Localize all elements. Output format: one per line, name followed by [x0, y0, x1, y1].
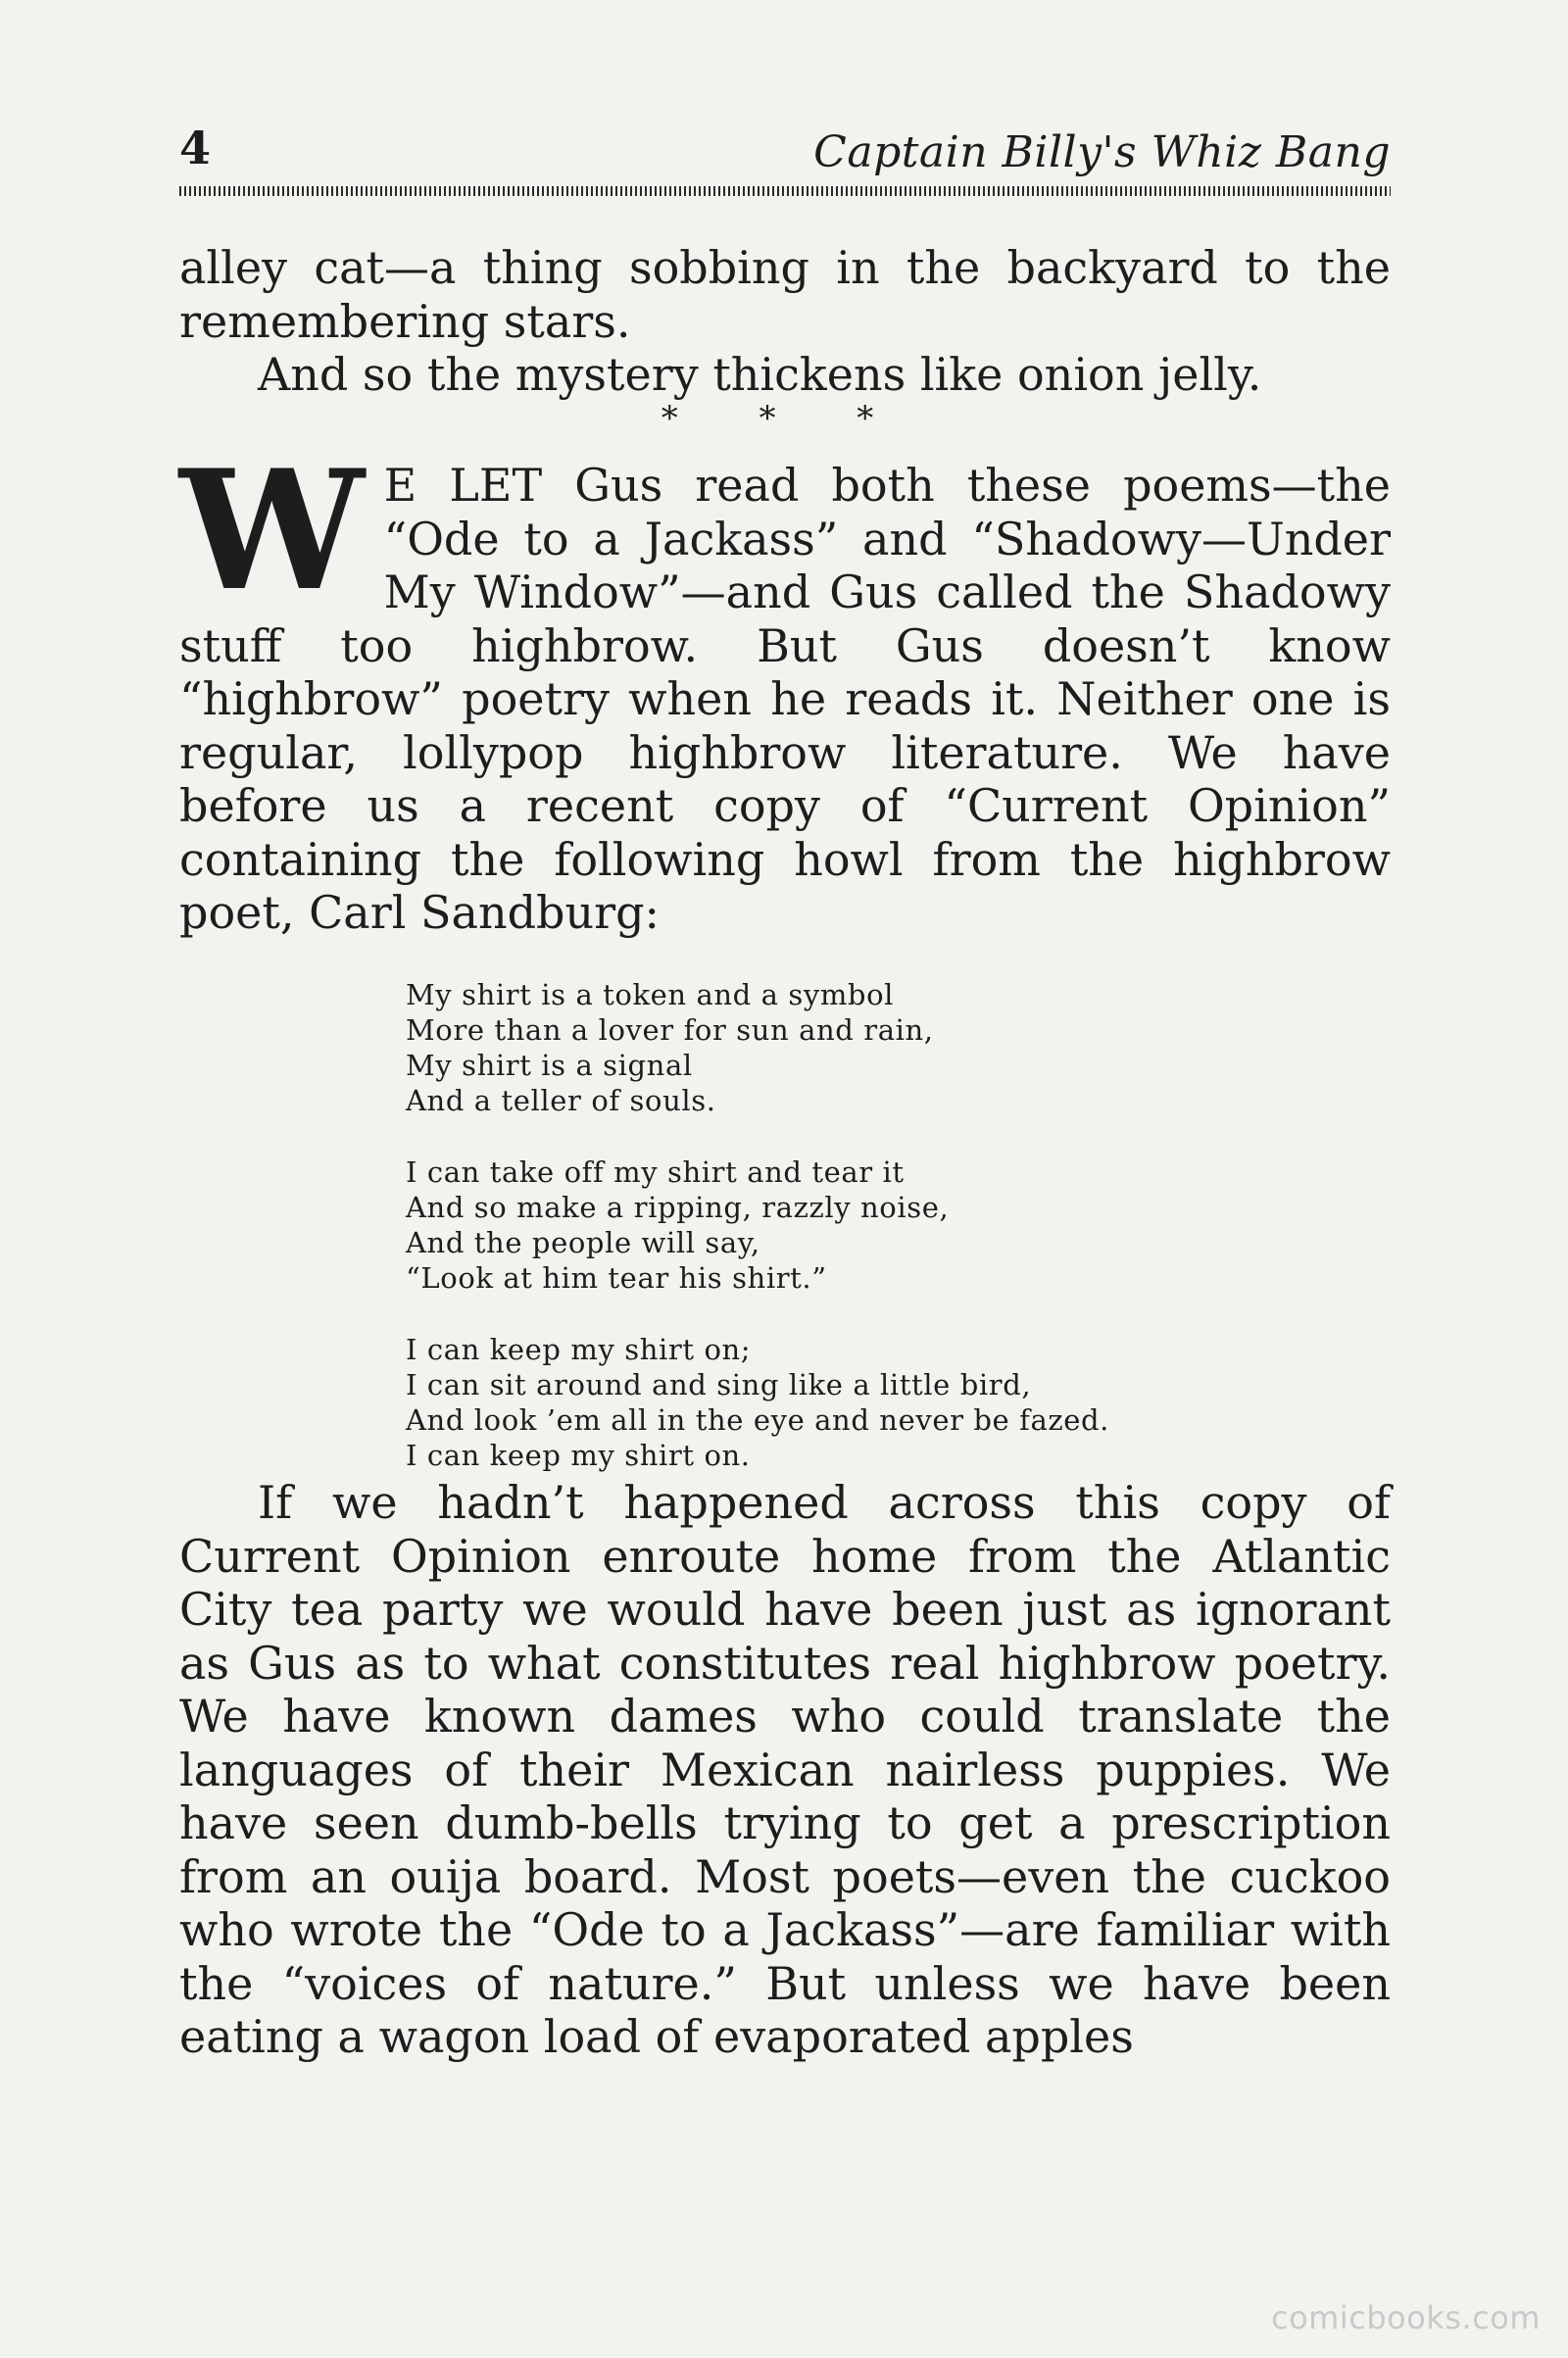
- paragraph-gus: [179, 433, 1391, 940]
- header-rule: [179, 186, 1391, 196]
- running-title: Captain Billy's Whiz Bang: [813, 127, 1391, 177]
- section-separator: * * *: [661, 399, 909, 438]
- poem-line: I can keep my shirt on.: [406, 1439, 751, 1472]
- poem-line: I can keep my shirt on;: [406, 1333, 752, 1366]
- paragraph-current-opinion: If we hadn’t happened across this copy of Current Opinion enroute home from the Atlantic City tea party we would have been just as ignorant as Gus as to what constitutes real highbrow poetry. We have known dames who could translate the languages of their Mexican nairless puppies. We have seen dumb-bells trying to get a prescription from an ouija board. Most poets—even the cuckoo who wrote the “Ode to a Jackass”—are familiar with the “voices of nature.” But unless we have been eating a wagon load of evaporated apples: [179, 1476, 1391, 2063]
- poem-line: My shirt is a signal: [406, 1049, 693, 1082]
- paragraph-onion-jelly: And so the mystery thickens like onion jelly.: [258, 348, 1262, 401]
- poem-line: I can sit around and sing like a little bird,: [406, 1368, 1032, 1401]
- poem-line: And the people will say,: [406, 1226, 760, 1259]
- poem-line: “Look at him tear his shirt.”: [406, 1261, 827, 1295]
- paragraph-continued: [179, 241, 1391, 402]
- document-page: [179, 0, 1391, 2358]
- poem-line: And so make a ripping, razzly noise,: [406, 1191, 950, 1224]
- poem: [406, 977, 1288, 1509]
- poem-line: More than a lover for sun and rain,: [406, 1013, 934, 1047]
- watermark: comicbooks.com: [1270, 2299, 1541, 2336]
- poem-line: And a teller of souls.: [406, 1084, 716, 1117]
- poem-line: I can take off my shirt and tear it: [406, 1155, 905, 1189]
- poem-line: And look ’em all in the eye and never be fazed.: [406, 1403, 1109, 1437]
- paragraph-gus-text: E LET Gus read both these poems—the “Ode to a Jackass” and “Shadowy—Under My Window”—and Gus called the Shadowy stuff too highbrow. But Gus doesn’t know “highbrow” poetry when he reads it. Neither one is regular, lollypop highbrow literature. We have before us a recent copy of “Current Opinion” containing the following howl from the highbrow poet, Carl Sandburg:: [179, 459, 1391, 939]
- page-header: [179, 120, 1391, 198]
- poem-stanza: [406, 977, 1288, 1118]
- poem-stanza: [406, 1332, 1288, 1473]
- page-number: 4: [179, 122, 212, 174]
- poem-line: My shirt is a token and a symbol: [406, 978, 895, 1011]
- drop-cap: W: [179, 433, 365, 627]
- poem-stanza: [406, 1154, 1288, 1296]
- paragraph-continued-text: alley cat—a thing sobbing in the backyard to the remembering stars.: [179, 241, 1391, 348]
